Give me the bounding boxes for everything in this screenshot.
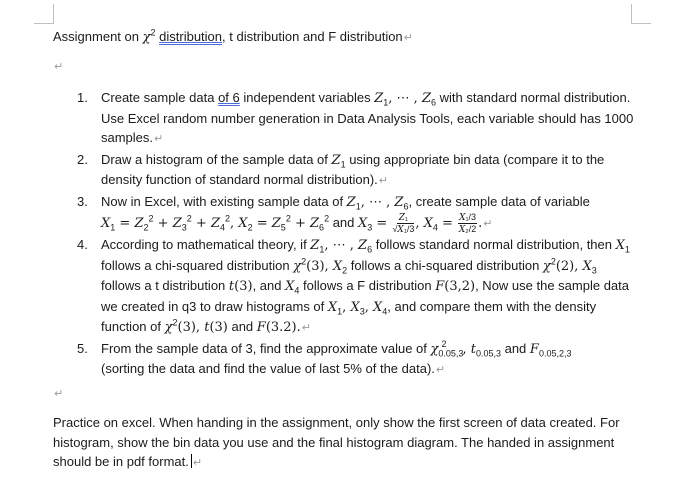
practice-paragraph[interactable]: Practice on excel. When handing in the assignment, only show the first screen of data created. For histogram, show the bin data you use and the final histogram diagram. The handed in assignment should be in pdf format. ↵ [53, 415, 620, 469]
numbered-list[interactable] [77, 88, 637, 381]
crop-mark-top-right-horizontal [631, 23, 651, 24]
crop-mark-top-left-vertical [53, 4, 54, 23]
list-item[interactable]: 3. Now in Excel, with existing sample data of $Z_1$, ⋯ , $Z_6$, create sample data of variable $X_1 = Z_2^2 + Z_3^2 + Z_4^2$, $X_2 = Z_5^2 + Z_6^2$ and $X_3$ = $\frac{\text{Z₁}}{\text{√X₁/3}}$ , $X_4$ = $\frac{\text{X₁/3}}{\text{X₂/2}}$ .↵ [77, 193, 590, 235]
list-item[interactable]: 5. From the sample data of 3, find the approximate value of $\chi_{0.05,3}^2$ , $t_{0.05,3}$ and $F_{0.05,2,3}$ (sorting the data and find the value of last 5% of the data).↵ [77, 339, 572, 376]
document-title[interactable]: Assignment on $\chi^2$ distribution, t distribution and F distribution↵ [53, 27, 413, 45]
fraction: $\frac{\text{Z₁}}{\text{√X₁/3}}$ [392, 212, 415, 235]
list-item[interactable]: 1. Create sample data of 6 independent variables $Z_1$, ⋯ , $Z_6$ with standard normal distribution. Use Excel random number generation in Data Analysis Tools, each variable should has 1000 samples.↵ [77, 90, 634, 145]
empty-paragraph[interactable]: ↵ [54, 61, 64, 73]
crop-mark-top-right-vertical [631, 4, 632, 23]
spellcheck-underline: distribution, [159, 29, 226, 44]
list-item[interactable]: 2. Draw a histogram of the sample data of $Z_1$ using appropriate bin data (compare it to the density function of standard normal distribution).↵ [77, 151, 605, 187]
empty-paragraph[interactable]: ↵ [54, 388, 64, 400]
crop-mark-top-left-horizontal [34, 23, 54, 24]
fraction: $\frac{\text{X₁/3}}{\text{X₂/2}}$ [458, 212, 477, 235]
text-cursor [191, 454, 192, 468]
paragraph-mark: ↵ [403, 32, 413, 44]
list-item[interactable]: 4. According to mathematical theory, if $Z_1$, ⋯ , $Z_6$ follows standard normal distribution, then $X_1$ follows a chi-squared distribution $\chi^2(3)$, $X_2$ follows a chi-squared distribution $\chi^2(2)$, $X_3$ follows a t distribution t(3), and $X_4$ follows a F distribution F(3,2), Now use the sample data we created in q3 to draw histograms of $X_1$, $X_3$, $X_4$, and compare them with the density function of $\chi^2(3)$, t(3) and F(3.2).↵ [77, 237, 630, 335]
